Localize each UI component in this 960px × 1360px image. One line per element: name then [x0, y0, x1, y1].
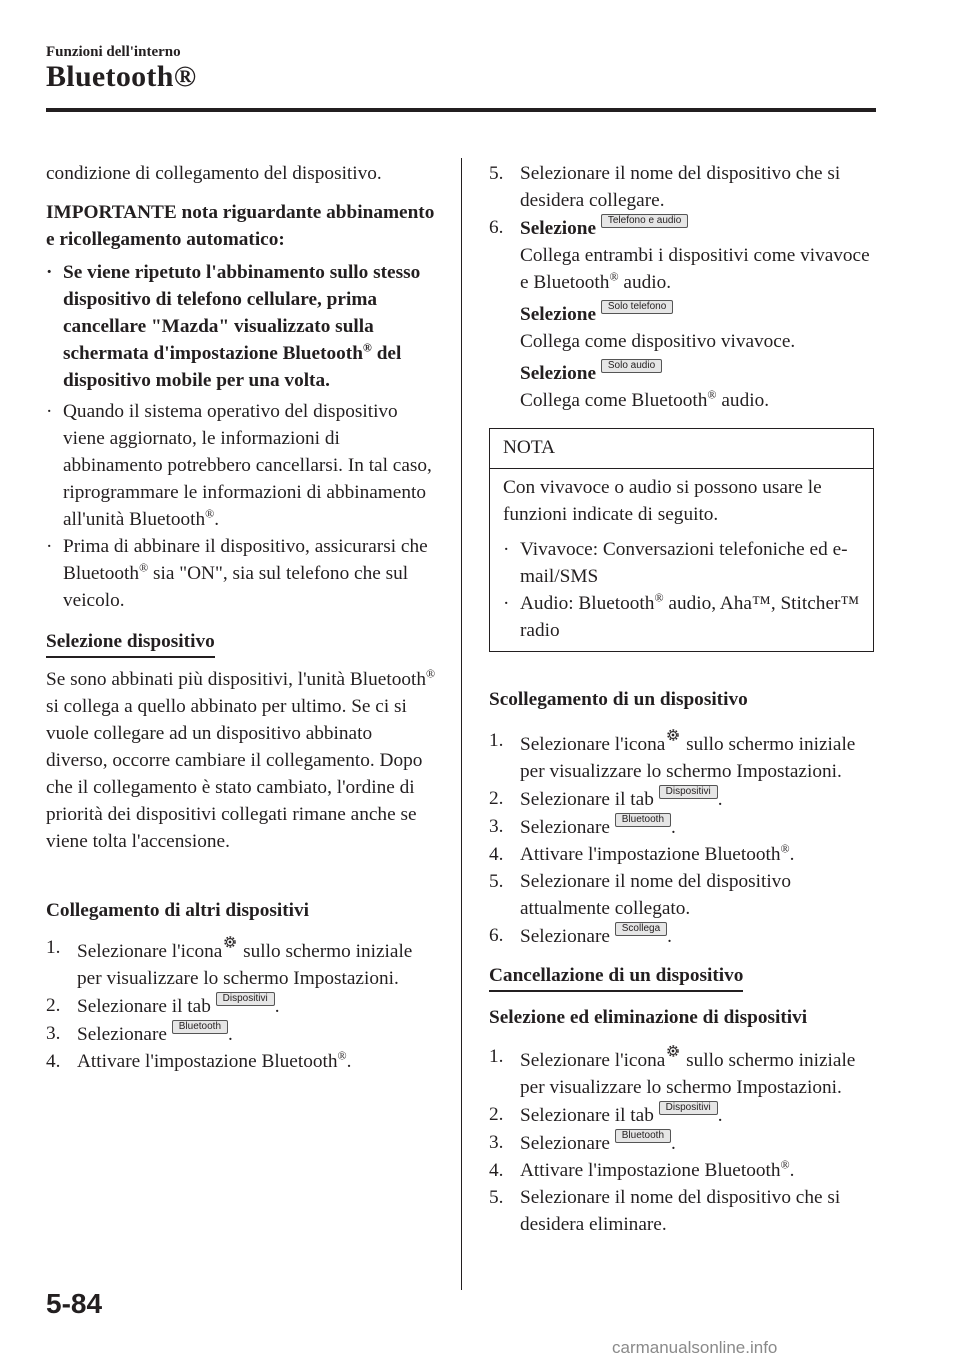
- select-delete-heading: Selezione ed eliminazione di dispositivi: [489, 1007, 808, 1028]
- step-item: 2. Selezionare il tab Dispositivi .: [489, 786, 723, 810]
- step-item: 1. Selezionare l'icona sullo schermo iniziale per visualizzare lo schermo Impostazioni.: [489, 727, 881, 785]
- bluetooth-button[interactable]: Bluetooth: [615, 1129, 671, 1143]
- dispositivi-tab-button[interactable]: Dispositivi: [659, 1101, 718, 1115]
- step-item: 2. Selezionare il tab Dispositivi .: [46, 993, 280, 1017]
- page-title: Bluetooth®: [46, 60, 197, 93]
- gear-icon: [665, 727, 681, 743]
- step-item: 4. Attivare l'impostazione Bluetooth®.: [489, 1157, 795, 1181]
- selection-heading: Selezione dispositivo: [46, 628, 215, 658]
- step-item: 6. Selezionare Scollega .: [489, 923, 672, 947]
- title-rule: [46, 108, 876, 112]
- step-item: 4. Attivare l'impostazione Bluetooth®.: [46, 1048, 352, 1072]
- step-item: 3. Selezionare Bluetooth .: [489, 1130, 676, 1154]
- step-item: 5. Selezionare il nome del dispositivo che si desidera collegare.: [489, 163, 841, 211]
- solo-telefono-button[interactable]: Solo telefono: [601, 300, 673, 314]
- dispositivi-tab-button[interactable]: Dispositivi: [216, 992, 275, 1006]
- step-item: 1. Selezionare l'icona sullo schermo iniziale per visualizzare lo schermo Impostazioni.: [489, 1043, 881, 1101]
- step-item: 2. Selezionare il tab Dispositivi .: [489, 1102, 723, 1126]
- scollega-button[interactable]: Scollega: [615, 922, 667, 936]
- bullet-item: · Se viene ripetuto l'abbinamento sullo stesso dispositivo di telefono cellulare, prima cancellare "Mazda" visualizzato sulla schermata d'impostazione Bluetooth® del dispositivo mobile per una volta.: [46, 262, 421, 391]
- section-label: Funzioni dell'interno: [46, 44, 181, 60]
- step-item: 4. Attivare l'impostazione Bluetooth®.: [489, 841, 795, 865]
- option-description: Collega come dispositivo vivavoce.: [520, 331, 796, 352]
- note-item: · Audio: Bluetooth® audio, Aha™, Stitcher™ radio: [503, 590, 860, 641]
- bullet-item: · Quando il sistema operativo del dispositivo viene aggiornato, le informazioni di abbinamento potrebbero cancellarsi. In tal caso, riprogrammare le informazioni di abbinamento all'unità Bluetooth®.: [46, 401, 432, 530]
- step-item: 1. Selezionare l'icona sullo schermo iniziale per visualizzare lo schermo Impostazioni.: [46, 934, 438, 992]
- solo-audio-button[interactable]: Solo audio: [601, 359, 662, 373]
- gear-icon: [222, 934, 238, 950]
- disconnect-heading: Scollegamento di un dispositivo: [489, 689, 748, 710]
- important-heading: IMPORTANTE nota riguardante abbinamento e ricollegamento automatico:: [46, 202, 435, 250]
- bluetooth-button[interactable]: Bluetooth: [615, 813, 671, 827]
- step-item: 6. Selezione Telefono e audio: [489, 214, 881, 242]
- left-column: [46, 160, 438, 1075]
- watermark: carmanualsonline.info: [612, 1338, 778, 1357]
- bluetooth-button[interactable]: Bluetooth: [172, 1020, 228, 1034]
- step-item: 5. Selezionare il nome del dispositivo attualmente collegato.: [489, 871, 791, 919]
- bullet-item: · Prima di abbinare il dispositivo, assicurarsi che Bluetooth® sia "ON", sia sul telefono che sul veicolo.: [46, 536, 428, 611]
- note-box: [489, 428, 874, 652]
- other-devices-heading: Collegamento di altri dispositivi: [46, 900, 309, 921]
- step-item: 3. Selezionare Bluetooth .: [489, 814, 676, 838]
- step-item: 3. Selezionare Bluetooth .: [46, 1021, 233, 1045]
- note-intro: Con vivavoce o audio si possono usare le funzioni indicate di seguito.: [503, 477, 822, 525]
- note-title: NOTA: [490, 429, 873, 469]
- selection-paragraph: Se sono abbinati più dispositivi, l'unità Bluetooth® si collega a quello abbinato per ultimo. Se ci si vuole collegare ad un dispositivo abbinato diverso, occorre cambiare il collegamento. Dopo che il collegamento è stato cambiato, l'ordine di priorità dei dispositivi collegati rimane anche se viene tolta l'accensione.: [46, 666, 436, 852]
- column-divider: [461, 158, 462, 1290]
- cancel-heading: Cancellazione di un dispositivo: [489, 962, 743, 992]
- gear-icon: [665, 1043, 681, 1059]
- page-number: 5-84: [46, 1288, 103, 1319]
- right-column: 5. Selezionare il nome del dispositivo che si desidera collegare. 6. Selezione Telefono e audio Collega entrambi i dispositivi come vivavoce e Bluetooth® audio. Selezione Solo telefono Collega come dispositivo vivavoce. Selezione Solo audio Collega come Bluetooth® audio.: [489, 160, 881, 414]
- step-item: 5. Selezionare il nome del dispositivo che si desidera eliminare.: [489, 1187, 841, 1235]
- dispositivi-tab-button[interactable]: Dispositivi: [659, 785, 718, 799]
- continued-text: condizione di collegamento del dispositivo.: [46, 163, 382, 184]
- option-description: Collega come Bluetooth® audio.: [520, 387, 770, 411]
- option-description: Collega entrambi i dispositivi come vivavoce e Bluetooth® audio.: [520, 245, 870, 293]
- right-column-lower: [489, 686, 881, 1238]
- telefono-audio-button[interactable]: Telefono e audio: [601, 214, 688, 228]
- note-item: · Vivavoce: Conversazioni telefoniche ed e-mail/SMS: [503, 539, 848, 587]
